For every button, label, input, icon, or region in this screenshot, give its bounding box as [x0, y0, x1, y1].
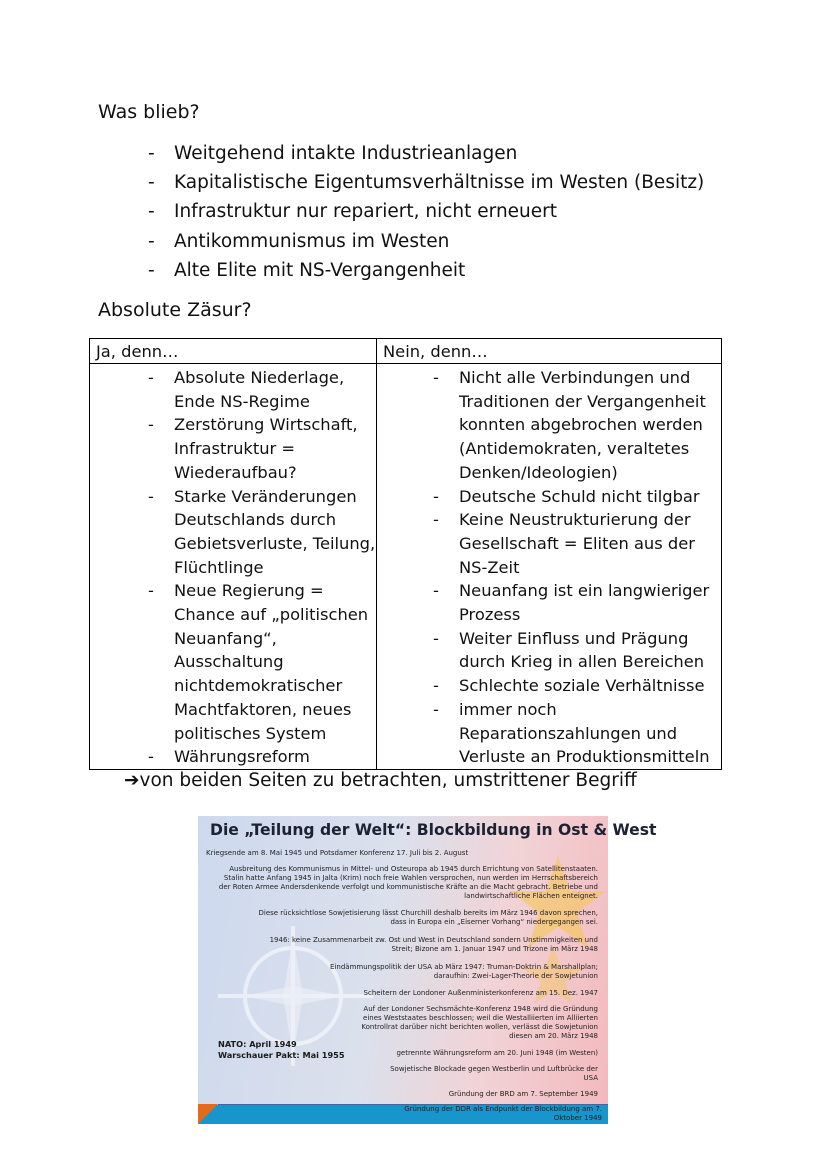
- list-item-text: Antikommunismus im Westen: [174, 230, 450, 252]
- ja-item-text: Starke Veränderungen Deutschlands durch Gebietsverluste, Teilung, Flüchtlinge: [174, 486, 376, 577]
- ja-item: [90, 485, 376, 580]
- nein-item-text: immer noch Reparationszahlungen und Verluste an Produktionsmitteln: [459, 699, 710, 767]
- dash-bullet: -: [148, 486, 154, 506]
- ja-item-text: Absolute Niederlage, Ende NS-Regime: [174, 368, 345, 411]
- nein-item: [377, 366, 721, 485]
- slide-line: 1946: keine Zusammenarbeit zw. Ost und West in Deutschland sondern Unstimmigkeiten und Streit; Bizone am 1. Januar 1947 und Trizone im März 1948: [269, 936, 598, 953]
- slide-line: Gründung der DDR als Endpunkt der Blockbildung am 7. Oktober 1949: [404, 1105, 602, 1122]
- list-item-text: Alte Elite mit NS-Vergangenheit: [174, 259, 466, 281]
- dash-bullet: -: [148, 230, 155, 252]
- heading-was-blieb: Was blieb?: [98, 101, 200, 123]
- heading-absolute-zaesur: Absolute Zäsur?: [98, 299, 252, 321]
- slide-line: Kriegsende am 8. Mai 1945 und Potsdamer Konferenz 17. Juli bis 2. August: [206, 849, 469, 857]
- list-item: [148, 197, 704, 226]
- dash-bullet: -: [148, 201, 155, 223]
- nein-item-text: Weiter Einfluss und Prägung durch Krieg in allen Bereichen: [459, 628, 705, 672]
- slide-line: Scheitern der Londoner Außenministerkonferenz am 15. Dez. 1947: [363, 989, 598, 997]
- dash-bullet: -: [148, 747, 154, 767]
- nein-item: [377, 579, 721, 626]
- dash-bullet: -: [433, 699, 439, 719]
- dash-bullet: -: [433, 486, 439, 506]
- slide-line: getrennte Währungsreform am 20. Juni 1948 (im Westen): [396, 1049, 598, 1057]
- ja-item-text: Währungsreform: [174, 747, 310, 767]
- list-item-text: Kapitalistische Eigentumsverhältnisse im Westen (Besitz): [174, 172, 705, 194]
- dash-bullet: -: [433, 510, 439, 530]
- nein-item-text: Keine Neustrukturierung der Gesellschaft = Eliten aus der NS-Zeit: [459, 510, 695, 577]
- ja-item: [90, 366, 376, 413]
- conclusion-text: von beiden Seiten zu betrachten, umstrittener Begriff: [139, 770, 637, 791]
- dash-bullet: -: [433, 628, 439, 648]
- ja-cell: [90, 364, 377, 770]
- table-header-row: [90, 339, 722, 364]
- arrow-right-icon: ➔: [124, 770, 140, 791]
- slide-line: Auf der Londoner Sechsmächte-Konferenz 1948 wird die Gründung eines Weststaates beschlossen; weil die Westalliierten im Alliierten Kontrollrat darüber nicht berichten wollen, verlässt die Sowjetunion diesen am 20. März 1948: [361, 1005, 598, 1040]
- list-item: [148, 139, 704, 168]
- ja-item-text: Zerstörung Wirtschaft, Infrastruktur = Wiederaufbau?: [174, 415, 358, 482]
- slide-line: Gründung der BRD am 7. September 1949: [448, 1090, 598, 1098]
- ja-item: [90, 413, 376, 484]
- dash-bullet: -: [148, 143, 155, 164]
- dash-bullet: -: [148, 368, 154, 387]
- nein-item: [377, 485, 721, 509]
- slide-line: Ausbreitung des Kommunismus in Mittel- und Osteuropa ab 1945 durch Errichtung von Satellitenstaaten. Stalin hatte Anfang 1945 in Jalta (Krim) noch freie Wahlen versprochen, nun werden im Herrschaftsbereich der Roten Armee Andersdenkende verfolgt und kommunistische Kräfte an die Macht gebracht. Betriebe und landwirtschaftliche Flächen enteignet.: [218, 865, 598, 900]
- list-item: [148, 168, 704, 197]
- dash-bullet: -: [433, 581, 439, 601]
- dash-bullet: -: [148, 415, 154, 435]
- nein-item: [377, 508, 721, 579]
- dash-bullet: -: [433, 676, 439, 696]
- slide-title: Die „Teilung der Welt“: Blockbildung in Ost & West: [210, 821, 657, 839]
- was-blieb-list: [148, 139, 704, 285]
- slide-line: Diese rücksichtlose Sowjetisierung lässt Churchill deshalb bereits im März 1946 davon sprechen, dass in Europa ein „Eiserner Vorhang“ niedergegangen sei.: [258, 909, 598, 926]
- table-row: [90, 364, 722, 770]
- dash-bullet: -: [148, 259, 155, 281]
- nato-warschau-labels: [218, 1039, 345, 1061]
- nein-item: [377, 674, 721, 698]
- nein-item-text: Nicht alle Verbindungen und Traditionen der Vergangenheit konnten abgebrochen werden (Antidemokraten, veraltetes Denken/Ideologien): [459, 368, 706, 482]
- list-item-text: Weitgehend intakte Industrieanlagen: [174, 143, 518, 164]
- nein-cell: [377, 364, 722, 770]
- nein-item: [377, 698, 721, 769]
- slide-line: Eindämmungspolitik der USA ab März 1947: Truman-Doktrin & Marshallplan; daraufhin: Zwei-Lager-Theorie der Sowjetunion: [330, 963, 598, 980]
- comparison-table: [89, 338, 722, 770]
- nein-item-text: Neuanfang ist ein langwieriger Prozess: [459, 581, 710, 625]
- conclusion-line: [124, 770, 637, 791]
- list-item: [148, 256, 704, 285]
- nein-item: [377, 627, 721, 674]
- table-header-ja: Ja, denn…: [90, 339, 377, 364]
- list-item: [148, 227, 704, 256]
- ja-item: [90, 579, 376, 745]
- list-item-text: Infrastruktur nur repariert, nicht erneuert: [174, 201, 558, 223]
- slide-line: Sowjetische Blockade gegen Westberlin und Luftbrücke der USA: [390, 1065, 598, 1082]
- dash-bullet: -: [148, 172, 155, 194]
- blockbildung-slide-image: [198, 816, 657, 1124]
- table-header-nein: Nein, denn…: [377, 339, 722, 364]
- dash-bullet: -: [433, 368, 439, 387]
- ja-item: [90, 745, 376, 769]
- warschau-label: Warschauer Pakt: Mai 1955: [218, 1050, 345, 1060]
- nato-label: NATO: April 1949: [218, 1039, 297, 1049]
- ja-item-text: Neue Regierung = Chance auf „politischen Neuanfang“, Ausschaltung nichtdemokratischer Machtfaktoren, neues politisches System: [174, 581, 369, 743]
- dash-bullet: -: [148, 581, 154, 601]
- nein-item-text: Deutsche Schuld nicht tilgbar: [459, 486, 700, 506]
- nein-item-text: Schlechte soziale Verhältnisse: [459, 676, 705, 696]
